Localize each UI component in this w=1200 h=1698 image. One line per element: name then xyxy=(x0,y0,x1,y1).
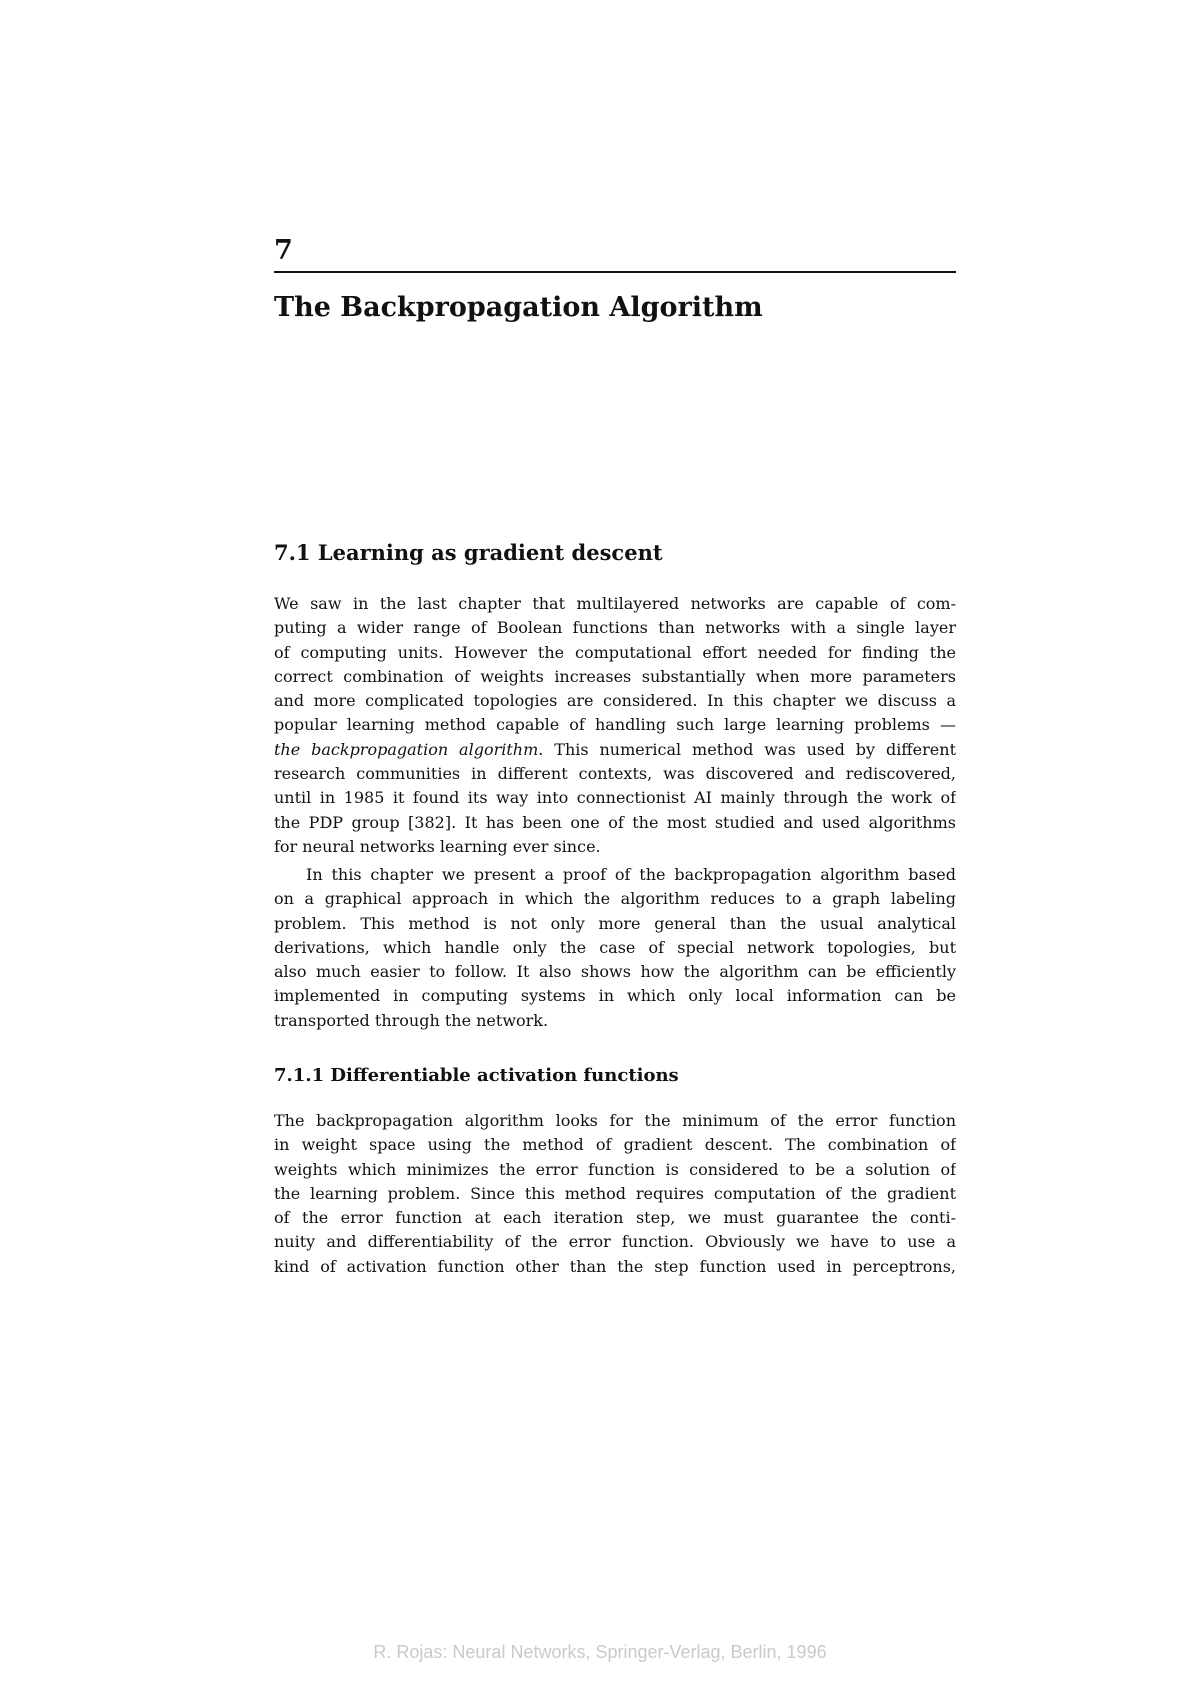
paragraph-line: problem. This method is not only more general than the usual analytical xyxy=(274,913,956,933)
paragraph-line: kind of activation function other than the step function used in perceptrons, xyxy=(274,1256,956,1276)
paragraph-line: derivations, which handle only the case of special network topologies, but xyxy=(274,937,956,957)
paragraph-line: for neural networks learning ever since. xyxy=(274,836,601,856)
paragraph-3 xyxy=(274,1109,956,1279)
chapter-number: 7 xyxy=(274,235,293,266)
paragraph-line: We saw in the last chapter that multilayered networks are capable of com- xyxy=(274,594,956,613)
paragraph-line: correct combination of weights increases substantially when more parameters xyxy=(274,666,956,686)
line-continuation: . This numerical method was used by different xyxy=(538,739,956,759)
paragraph-line: nuity and differentiability of the error function. Obviously we have to use a xyxy=(274,1232,956,1252)
paragraph-line: also much easier to follow. It also shows how the algorithm can be efficiently xyxy=(274,962,956,982)
paragraph-line: of computing units. However the computational effort needed for finding the xyxy=(274,642,956,662)
paragraph-line: the PDP group [382]. It has been one of the most studied and used algorithms xyxy=(274,812,956,832)
paragraph-line: transported through the network. xyxy=(274,1010,549,1030)
paragraph-line: weights which minimizes the error function is considered to be a solution of xyxy=(274,1159,956,1179)
paragraph-2 xyxy=(274,863,956,1033)
paragraph-line: puting a wider range of Boolean functions than networks with a single layer xyxy=(274,618,956,638)
paragraph-line xyxy=(274,738,956,762)
paragraph-line: implemented in computing systems in which only local information can be xyxy=(274,986,956,1006)
paragraph-line: and more complicated topologies are considered. In this chapter we discuss a xyxy=(274,691,956,711)
paragraph-line: research communities in different contexts, was discovered and rediscovered, xyxy=(274,764,956,784)
paragraph-line: on a graphical approach in which the algorithm reduces to a graph labeling xyxy=(274,889,956,909)
emphasized-term: the backpropagation algorithm xyxy=(274,739,539,759)
paragraph-line: The backpropagation algorithm looks for the minimum of the error function xyxy=(274,1111,956,1130)
paragraph-line: of the error function at each iteration step, we must guarantee the conti- xyxy=(274,1208,956,1228)
chapter-rule xyxy=(274,271,956,273)
paragraph-1 xyxy=(274,592,956,859)
paragraph-line: in weight space using the method of gradient descent. The combination of xyxy=(274,1135,956,1155)
paragraph-line: until in 1985 it found its way into connectionist AI mainly through the work of xyxy=(274,788,956,808)
paragraph-line: popular learning method capable of handling such large learning problems — xyxy=(274,715,956,735)
paragraph-line: the learning problem. Since this method requires computation of the gradient xyxy=(274,1183,956,1203)
section-heading: 7.1 Learning as gradient descent xyxy=(274,540,663,565)
page-footer: R. Rojas: Neural Networks, Springer-Verlag, Berlin, 1996 xyxy=(373,1642,827,1662)
subsection-heading: 7.1.1 Differentiable activation functions xyxy=(274,1065,679,1086)
chapter-title: The Backpropagation Algorithm xyxy=(274,292,763,323)
paragraph-line: In this chapter we present a proof of the backpropagation algorithm based xyxy=(306,865,956,884)
